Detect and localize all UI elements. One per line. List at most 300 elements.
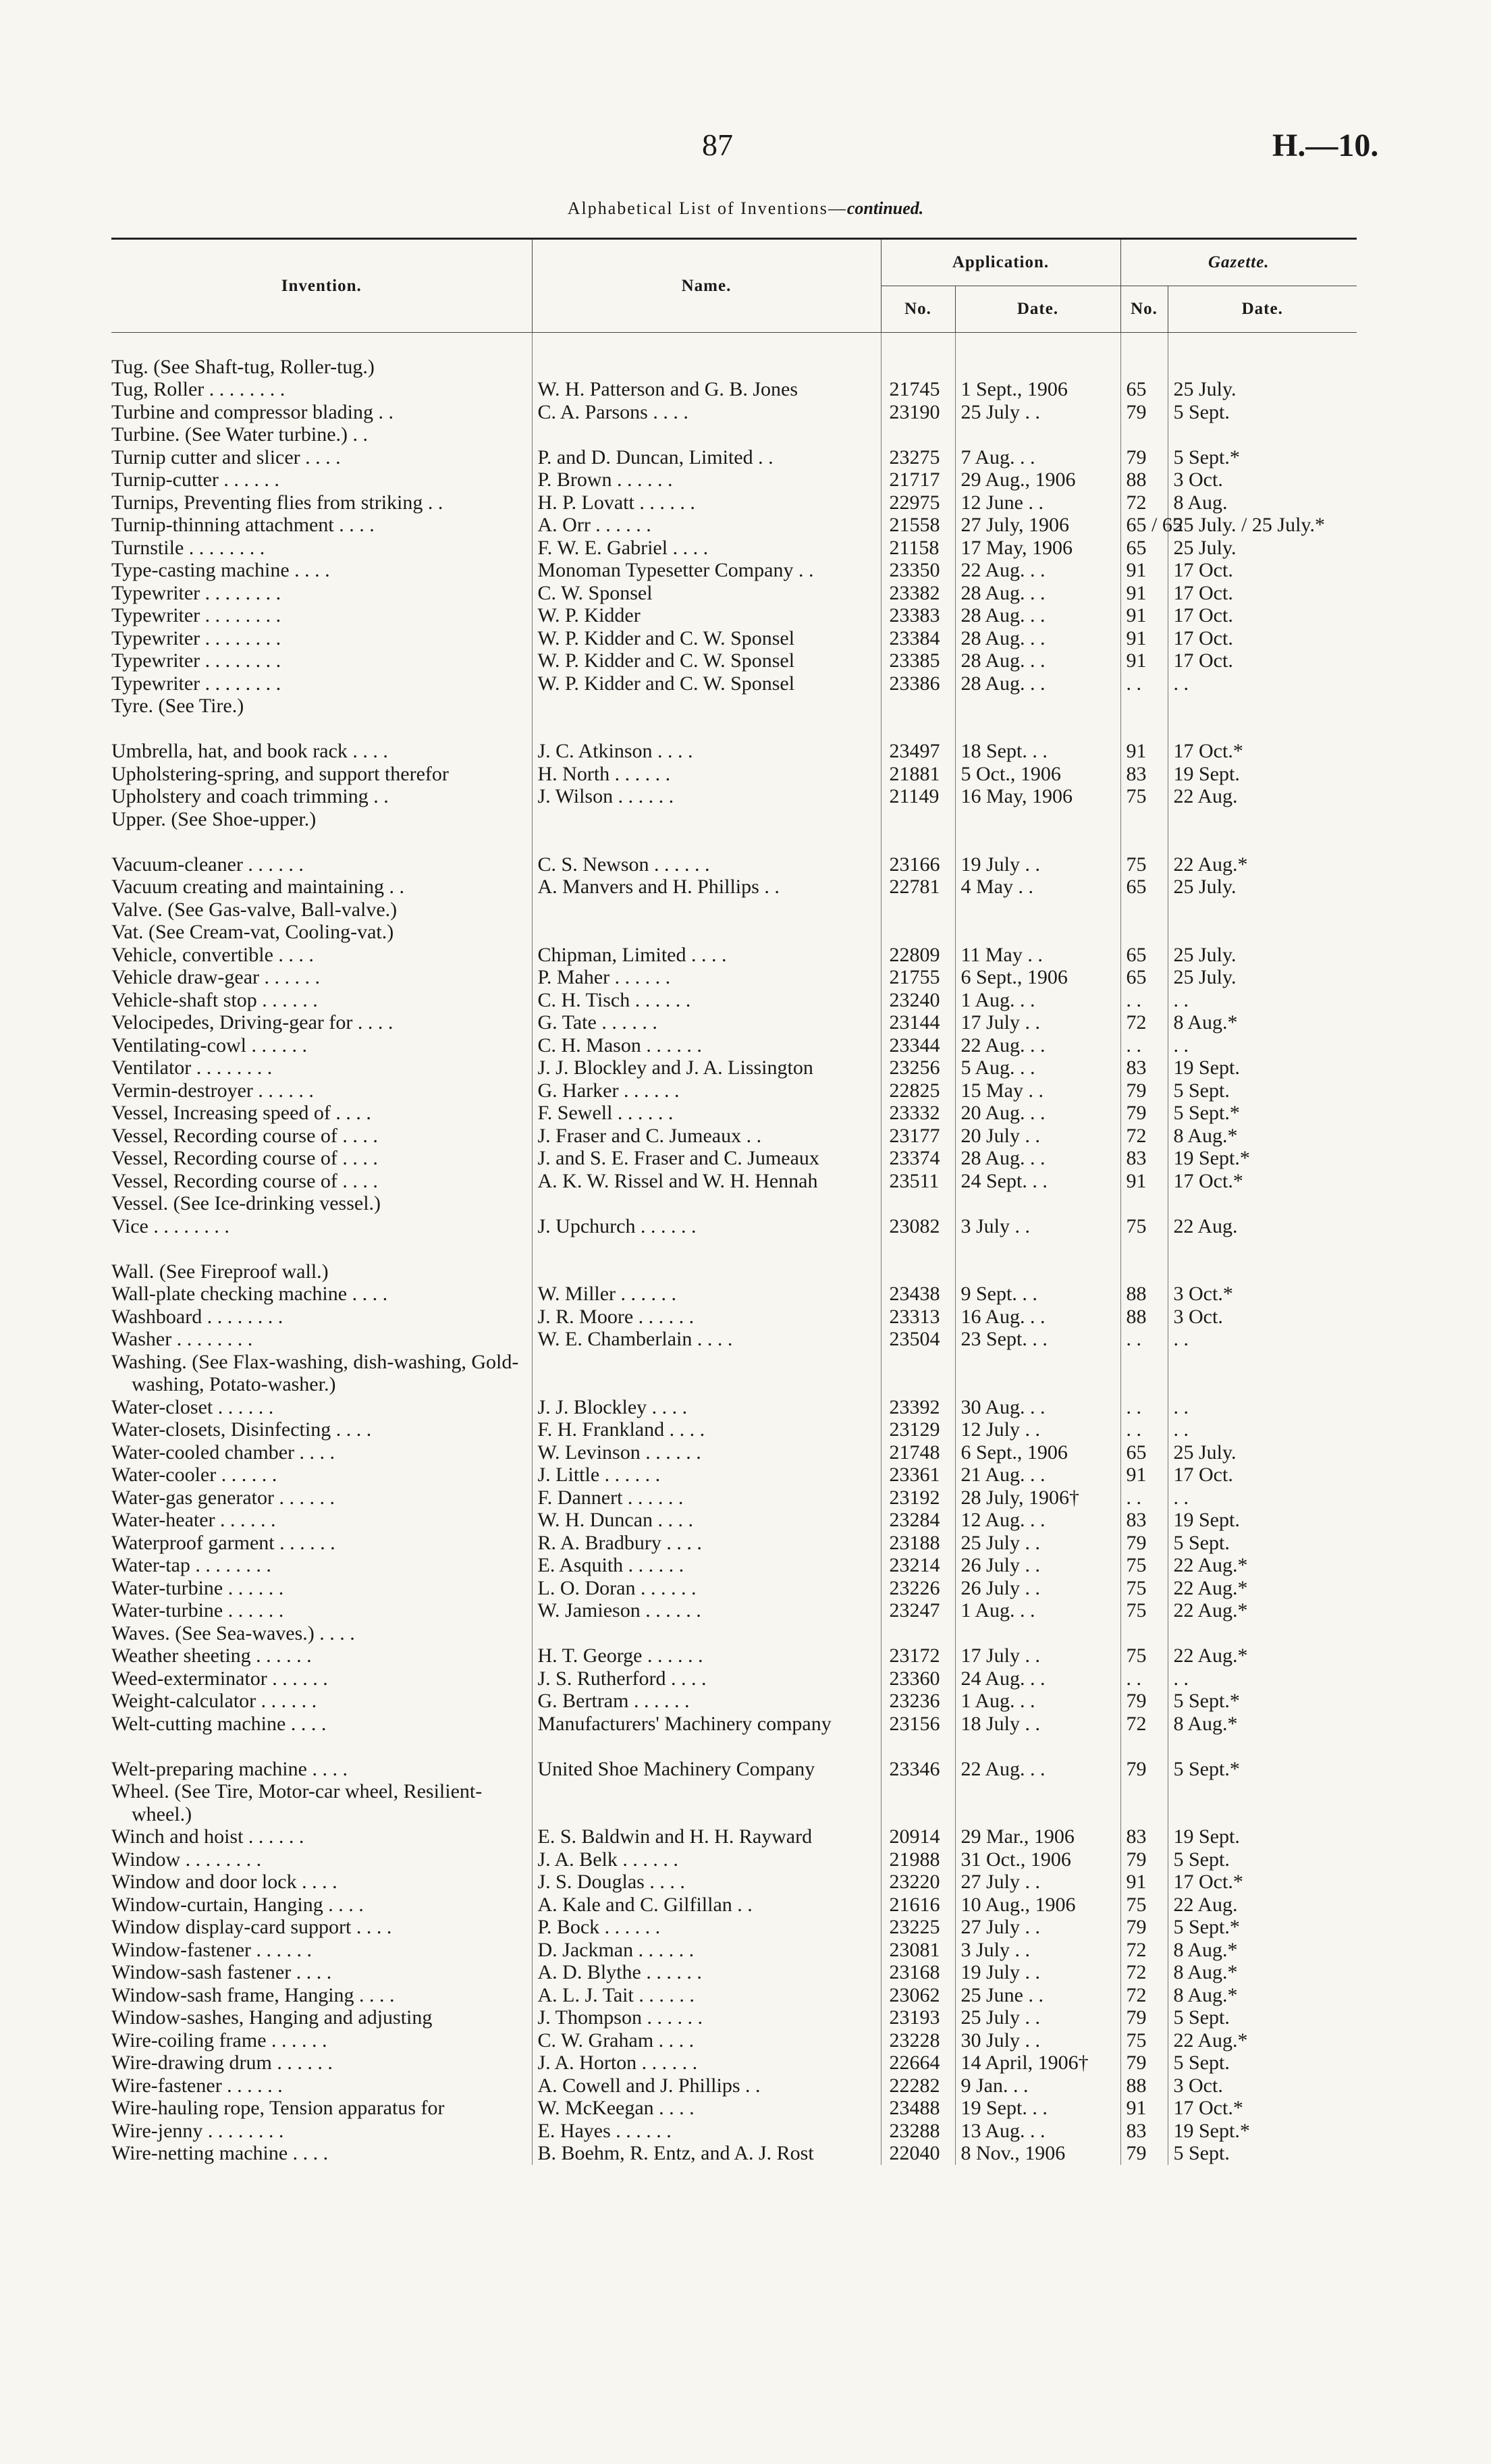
gazette-no-cell: 79 (1120, 1848, 1168, 1871)
table-row (111, 1667, 1357, 1690)
application-date-cell: 23 Sept. . . (955, 1328, 1120, 1351)
invention-cell: Vehicle, convertible . . . . (111, 943, 314, 966)
gazette-date-cell: 17 Oct.* (1168, 740, 1357, 763)
table-row (111, 1396, 1357, 1419)
gazette-date-cell (1168, 356, 1357, 379)
invention-cell: Water-heater . . . . . . (111, 1509, 276, 1531)
table-row (111, 1577, 1357, 1600)
application-no-cell: 23504 (881, 1328, 955, 1351)
application-date-cell: 12 June . . (955, 491, 1120, 514)
header-application-no: No. (881, 286, 955, 333)
name-cell: R. A. Bradbury . . . . (532, 1532, 881, 1555)
application-no-cell: 23332 (881, 1102, 955, 1125)
header-application: Application. (881, 239, 1120, 286)
spacer-row (111, 1735, 1357, 1758)
gazette-no-cell: 65 (1120, 876, 1168, 899)
gazette-no-cell (1120, 1622, 1168, 1645)
list-title-text: Alphabetical List of Inventions— (567, 198, 847, 218)
gazette-no-cell: 65 (1120, 537, 1168, 560)
gazette-date-cell: 17 Oct. (1168, 582, 1357, 605)
application-date-cell (955, 1351, 1120, 1396)
application-date-cell: 15 May . . (955, 1079, 1120, 1102)
gazette-date-cell: 19 Sept. (1168, 763, 1357, 786)
application-no-cell (881, 1192, 955, 1215)
gazette-date-cell: 5 Sept.* (1168, 446, 1357, 469)
gazette-date-cell: 17 Oct.* (1168, 1170, 1357, 1193)
gazette-date-cell: 5 Sept. (1168, 2052, 1357, 2074)
application-no-cell (881, 921, 955, 944)
table-row (111, 1034, 1357, 1057)
gazette-date-cell: 5 Sept. (1168, 1532, 1357, 1555)
invention-cell: Vehicle-shaft stop . . . . . . (111, 988, 318, 1011)
invention-cell: Water-turbine . . . . . . (111, 1576, 284, 1599)
application-no-cell: 23488 (881, 2097, 955, 2120)
invention-cell (111, 1351, 532, 1396)
gazette-date-cell: 5 Sept. (1168, 2142, 1357, 2165)
invention-cell: Wire-fastener . . . . . . (111, 2074, 283, 2097)
application-no-cell: 23081 (881, 1939, 955, 1962)
invention-cell: Wall. (See Fireproof wall.) (111, 1260, 329, 1283)
application-no-cell: 21158 (881, 537, 955, 560)
gazette-no-cell: 72 (1120, 1939, 1168, 1962)
gazette-no-cell: 65 (1120, 378, 1168, 401)
invention-cell: Water-turbine . . . . . . (111, 1599, 284, 1622)
gazette-no-cell: 79 (1120, 2142, 1168, 2165)
gazette-no-cell: 75 (1120, 1599, 1168, 1622)
spacer-cell (532, 1237, 881, 1260)
gazette-no-cell: 79 (1120, 2052, 1168, 2074)
header-gazette-date: Date. (1168, 286, 1357, 333)
application-date-cell: 30 Aug. . . (955, 1396, 1120, 1419)
gazette-date-cell: 19 Sept.* (1168, 2120, 1357, 2143)
name-cell: C. H. Tisch . . . . . . (532, 989, 881, 1012)
table-row (111, 2120, 1357, 2143)
application-date-cell: 1 Aug. . . (955, 989, 1120, 1012)
name-cell (532, 899, 881, 921)
name-cell: P. Brown . . . . . . (532, 468, 881, 491)
name-cell: W. H. Duncan . . . . (532, 1509, 881, 1532)
application-date-cell: 25 July . . (955, 401, 1120, 424)
gazette-no-cell: 75 (1120, 2029, 1168, 2052)
invention-cell: Vice . . . . . . . . (111, 1214, 229, 1237)
name-cell: J. Upchurch . . . . . . (532, 1215, 881, 1238)
name-cell: W. H. Patterson and G. B. Jones (532, 378, 881, 401)
gazette-date-cell: 22 Aug. (1168, 785, 1357, 808)
application-date-cell: 19 July . . (955, 1961, 1120, 1984)
gazette-no-cell: 79 (1120, 1758, 1168, 1781)
application-no-cell: 23225 (881, 1916, 955, 1939)
application-date-cell: 6 Sept., 1906 (955, 1441, 1120, 1464)
name-cell: F. Dannert . . . . . . (532, 1487, 881, 1509)
spacer-cell (955, 1237, 1120, 1260)
gazette-no-cell: 83 (1120, 1825, 1168, 1848)
application-date-cell: 13 Aug. . . (955, 2120, 1120, 2143)
invention-cell: Water-closet . . . . . . (111, 1395, 274, 1418)
name-cell: J. Little . . . . . . (532, 1464, 881, 1487)
gazette-no-cell: 79 (1120, 1102, 1168, 1125)
application-date-cell: 28 Aug. . . (955, 649, 1120, 672)
application-no-cell: 22781 (881, 876, 955, 899)
gazette-no-cell: 75 (1120, 1644, 1168, 1667)
invention-cell: Welt-cutting machine . . . . (111, 1712, 327, 1735)
name-cell (532, 808, 881, 831)
list-title (0, 198, 1491, 219)
gazette-no-cell: 83 (1120, 763, 1168, 786)
name-cell: H. P. Lovatt . . . . . . (532, 491, 881, 514)
invention-cell: Water-closets, Disinfecting . . . . (111, 1418, 372, 1441)
table-row (111, 1848, 1357, 1871)
name-cell: P. and D. Duncan, Limited . . (532, 446, 881, 469)
spacer-cell (1168, 718, 1357, 741)
application-no-cell: 21881 (881, 763, 955, 786)
spacer-cell (111, 830, 532, 853)
gazette-no-cell (1120, 921, 1168, 944)
name-cell: A. K. W. Rissel and W. H. Hennah (532, 1170, 881, 1193)
invention-cell: Turnip-cutter . . . . . . (111, 468, 279, 491)
header-gazette-no: No. (1120, 286, 1168, 333)
application-date-cell: 18 July . . (955, 1713, 1120, 1736)
name-cell: E. Asquith . . . . . . (532, 1554, 881, 1577)
gazette-date-cell (1168, 1192, 1357, 1215)
invention-cell: Vacuum-cleaner . . . . . . (111, 853, 304, 876)
table-row (111, 1011, 1357, 1034)
application-date-cell: 31 Oct., 1906 (955, 1848, 1120, 1871)
application-date-cell: 1 Aug. . . (955, 1599, 1120, 1622)
table-row (111, 1215, 1357, 1238)
application-date-cell: 5 Oct., 1906 (955, 763, 1120, 786)
gazette-date-cell: 3 Oct.* (1168, 1283, 1357, 1306)
table-row (111, 1532, 1357, 1555)
invention-cell: Window-fastener . . . . . . (111, 1938, 313, 1961)
table-row (111, 514, 1357, 537)
invention-cell: Window-sash frame, Hanging . . . . (111, 1983, 395, 2006)
application-date-cell: 16 Aug. . . (955, 1306, 1120, 1329)
name-cell: A. Manvers and H. Phillips . . (532, 876, 881, 899)
application-no-cell: 23144 (881, 1011, 955, 1034)
gazette-date-cell (1168, 921, 1357, 944)
gazette-no-cell (1120, 423, 1168, 446)
invention-cell: Water-gas generator . . . . . . (111, 1486, 335, 1509)
application-date-cell: 22 Aug. . . (955, 559, 1120, 582)
gazette-no-cell: 79 (1120, 446, 1168, 469)
application-date-cell (955, 423, 1120, 446)
gazette-date-cell: 17 Oct. (1168, 627, 1357, 650)
name-cell (532, 1622, 881, 1645)
gazette-no-cell: 79 (1120, 1690, 1168, 1713)
name-cell: W. P. Kidder (532, 604, 881, 627)
application-no-cell: 23192 (881, 1487, 955, 1509)
application-date-cell: 9 Sept. . . (955, 1283, 1120, 1306)
table-row (111, 1418, 1357, 1441)
table-row (111, 1554, 1357, 1577)
invention-cell: Weed-exterminator . . . . . . (111, 1667, 328, 1690)
application-date-cell: 27 July, 1906 (955, 514, 1120, 537)
gazette-no-cell: 83 (1120, 1147, 1168, 1170)
application-date-cell: 29 Aug., 1906 (955, 468, 1120, 491)
name-cell: United Shoe Machinery Company (532, 1758, 881, 1781)
name-cell: Chipman, Limited . . . . (532, 944, 881, 967)
table-row (111, 785, 1357, 808)
invention-cell: Type-casting machine . . . . (111, 559, 330, 581)
table-row (111, 1283, 1357, 1306)
application-date-cell: 28 Aug. . . (955, 627, 1120, 650)
name-cell: J. C. Atkinson . . . . (532, 740, 881, 763)
invention-cell: Wall-plate checking machine . . . . (111, 1283, 388, 1305)
table-row (111, 2006, 1357, 2029)
application-no-cell: 20914 (881, 1825, 955, 1848)
name-cell (532, 356, 881, 379)
invention-cell: Wire-hauling rope, Tension apparatus for (111, 2097, 445, 2119)
gazette-no-cell: . . (1120, 1667, 1168, 1690)
name-cell: J. R. Moore . . . . . . (532, 1306, 881, 1329)
invention-cell: Vessel. (See Ice-drinking vessel.) (111, 1192, 381, 1214)
header-gazette: Gazette. (1120, 239, 1357, 286)
application-no-cell: 23228 (881, 2029, 955, 2052)
header-invention: Invention. (111, 239, 532, 333)
gazette-date-cell: 22 Aug.* (1168, 1554, 1357, 1577)
spacer-cell (532, 1735, 881, 1758)
application-no-cell: 23384 (881, 627, 955, 650)
gazette-date-cell: 17 Oct. (1168, 559, 1357, 582)
application-date-cell: 6 Sept., 1906 (955, 966, 1120, 989)
application-date-cell: 21 Aug. . . (955, 1464, 1120, 1487)
table-row (111, 1056, 1357, 1079)
application-no-cell: 21988 (881, 1848, 955, 1871)
application-date-cell: 1 Sept., 1906 (955, 378, 1120, 401)
application-no-cell: 23374 (881, 1147, 955, 1170)
gazette-date-cell (1168, 899, 1357, 921)
gazette-date-cell: 5 Sept.* (1168, 1758, 1357, 1781)
application-date-cell (955, 808, 1120, 831)
gazette-no-cell: 91 (1120, 582, 1168, 605)
application-no-cell: 23361 (881, 1464, 955, 1487)
gazette-no-cell: 83 (1120, 1056, 1168, 1079)
table-row (111, 604, 1357, 627)
table-row (111, 1939, 1357, 1962)
gazette-date-cell: . . (1168, 1034, 1357, 1057)
name-cell: J. J. Blockley . . . . (532, 1396, 881, 1419)
name-cell (532, 1260, 881, 1283)
application-no-cell: 23346 (881, 1758, 955, 1781)
table-row (111, 763, 1357, 786)
gazette-no-cell: 72 (1120, 491, 1168, 514)
spacer-cell (1120, 1237, 1168, 1260)
application-date-cell: 4 May . . (955, 876, 1120, 899)
table-row (111, 582, 1357, 605)
gazette-date-cell: 8 Aug.* (1168, 1939, 1357, 1962)
gazette-date-cell: 25 July. (1168, 537, 1357, 560)
application-date-cell: 27 July . . (955, 1871, 1120, 1894)
invention-cell: Vessel, Recording course of . . . . (111, 1147, 378, 1169)
spacer-row (111, 333, 1357, 356)
name-cell: H. North . . . . . . (532, 763, 881, 786)
table-row (111, 1509, 1357, 1532)
application-date-cell: 19 July . . (955, 853, 1120, 876)
application-date-cell: 17 July . . (955, 1644, 1120, 1667)
spacer-cell (1168, 830, 1357, 853)
application-date-cell: 29 Mar., 1906 (955, 1825, 1120, 1848)
application-no-cell: 23220 (881, 1871, 955, 1894)
invention-cell: Window display-card support . . . . (111, 1916, 392, 1938)
gazette-no-cell: . . (1120, 1418, 1168, 1441)
table-row (111, 740, 1357, 763)
table-row (111, 899, 1357, 921)
application-no-cell: 21149 (881, 785, 955, 808)
name-cell: J. A. Belk . . . . . . (532, 1848, 881, 1871)
invention-cell: Turbine. (See Water turbine.) . . (111, 423, 369, 446)
application-date-cell: 9 Jan. . . (955, 2074, 1120, 2097)
gazette-no-cell: 83 (1120, 2120, 1168, 2143)
application-date-cell: 22 Aug. . . (955, 1034, 1120, 1057)
application-no-cell (881, 695, 955, 718)
table-row (111, 1961, 1357, 1984)
invention-text: Washing. (See Flax-washing, dish-washing, Gold-washing, Potato-washer.) (111, 1350, 519, 1395)
application-date-cell: 24 Aug. . . (955, 1667, 1120, 1690)
gazette-date-cell: 19 Sept. (1168, 1056, 1357, 1079)
table-row (111, 1079, 1357, 1102)
gazette-date-cell (1168, 1780, 1357, 1825)
spacer-cell (111, 1735, 532, 1758)
application-date-cell: 12 July . . (955, 1418, 1120, 1441)
application-no-cell: 23190 (881, 401, 955, 424)
gazette-no-cell: 79 (1120, 1916, 1168, 1939)
name-cell: J. A. Horton . . . . . . (532, 2052, 881, 2074)
application-date-cell: 8 Nov., 1906 (955, 2142, 1120, 2165)
spacer-row (111, 830, 1357, 853)
name-cell: F. W. E. Gabriel . . . . (532, 537, 881, 560)
spacer-cell (1120, 1735, 1168, 1758)
application-date-cell (955, 695, 1120, 718)
application-no-cell: 22809 (881, 944, 955, 967)
spacer-cell (1168, 1237, 1357, 1260)
application-no-cell: 23360 (881, 1667, 955, 1690)
invention-text: Wheel. (See Tire, Motor-car wheel, Resilient-wheel.) (111, 1780, 483, 1825)
name-cell: P. Bock . . . . . . (532, 1916, 881, 1939)
invention-cell: Window-sashes, Hanging and adjusting (111, 2006, 433, 2029)
application-no-cell: 23256 (881, 1056, 955, 1079)
gazette-no-cell: 91 (1120, 2097, 1168, 2120)
gazette-date-cell: 25 July. (1168, 378, 1357, 401)
spacer-cell (881, 1735, 955, 1758)
application-no-cell: 23193 (881, 2006, 955, 2029)
gazette-date-cell: 3 Oct. (1168, 2074, 1357, 2097)
gazette-date-cell: 3 Oct. (1168, 468, 1357, 491)
name-cell: E. S. Baldwin and H. H. Rayward (532, 1825, 881, 1848)
invention-cell: Water-cooler . . . . . . (111, 1464, 277, 1486)
application-no-cell: 23236 (881, 1690, 955, 1713)
gazette-no-cell: 91 (1120, 1871, 1168, 1894)
gazette-date-cell: 17 Oct.* (1168, 1871, 1357, 1894)
gazette-date-cell: 22 Aug.* (1168, 1577, 1357, 1600)
gazette-no-cell: 72 (1120, 1011, 1168, 1034)
application-no-cell: 23386 (881, 672, 955, 695)
table-row (111, 1441, 1357, 1464)
gazette-date-cell: 17 Oct. (1168, 649, 1357, 672)
invention-cell: Upper. (See Shoe-upper.) (111, 807, 317, 830)
name-cell: E. Hayes . . . . . . (532, 2120, 881, 2143)
application-no-cell: 23240 (881, 989, 955, 1012)
application-no-cell: 21748 (881, 1441, 955, 1464)
spacer-cell (532, 333, 881, 356)
application-date-cell (955, 1192, 1120, 1215)
table-row (111, 2097, 1357, 2120)
application-date-cell: 28 Aug. . . (955, 1147, 1120, 1170)
spacer-cell (955, 718, 1120, 741)
gazette-no-cell: 65 (1120, 966, 1168, 989)
application-no-cell: 22664 (881, 2052, 955, 2074)
invention-cell: Window . . . . . . . . (111, 1848, 262, 1871)
name-cell: C. W. Graham . . . . (532, 2029, 881, 2052)
gazette-no-cell: 83 (1120, 1509, 1168, 1532)
application-no-cell: 23288 (881, 2120, 955, 2143)
table-row (111, 1306, 1357, 1329)
table-row (111, 1780, 1357, 1825)
table-row (111, 966, 1357, 989)
gazette-no-cell: 91 (1120, 740, 1168, 763)
spacer-cell (1168, 1735, 1357, 1758)
gazette-date-cell: 22 Aug.* (1168, 2029, 1357, 2052)
gazette-date-cell: 5 Sept. (1168, 2006, 1357, 2029)
table-row (111, 401, 1357, 424)
gazette-no-cell (1120, 695, 1168, 718)
gazette-date-cell: 8 Aug.* (1168, 1984, 1357, 2007)
table-row (111, 537, 1357, 560)
table-row (111, 944, 1357, 967)
application-no-cell: 23129 (881, 1418, 955, 1441)
invention-cell: Turbine and compressor blading . . (111, 400, 394, 423)
gazette-no-cell: . . (1120, 989, 1168, 1012)
application-date-cell: 26 July . . (955, 1554, 1120, 1577)
name-cell: W. McKeegan . . . . (532, 2097, 881, 2120)
invention-cell: Welt-preparing machine . . . . (111, 1757, 348, 1780)
table-row (111, 627, 1357, 650)
gazette-date-cell: 22 Aug. (1168, 1215, 1357, 1238)
name-cell: C. H. Mason . . . . . . (532, 1034, 881, 1057)
application-date-cell: 28 Aug. . . (955, 672, 1120, 695)
application-no-cell: 23313 (881, 1306, 955, 1329)
invention-cell: Wire-jenny . . . . . . . . (111, 2119, 284, 2142)
application-no-cell (881, 899, 955, 921)
application-no-cell: 21558 (881, 514, 955, 537)
header-application-date: Date. (955, 286, 1120, 333)
application-date-cell (955, 1622, 1120, 1645)
application-no-cell: 23275 (881, 446, 955, 469)
application-no-cell: 23226 (881, 1577, 955, 1600)
table-row (111, 1351, 1357, 1396)
application-date-cell: 12 Aug. . . (955, 1509, 1120, 1532)
application-no-cell: 23497 (881, 740, 955, 763)
table-row (111, 876, 1357, 899)
name-cell: W. P. Kidder and C. W. Sponsel (532, 672, 881, 695)
gazette-no-cell (1120, 899, 1168, 921)
name-cell: L. O. Doran . . . . . . (532, 1577, 881, 1600)
application-date-cell: 28 Aug. . . (955, 582, 1120, 605)
gazette-date-cell: 17 Oct. (1168, 1464, 1357, 1487)
invention-cell: Waterproof garment . . . . . . (111, 1531, 335, 1554)
application-date-cell: 10 Aug., 1906 (955, 1894, 1120, 1917)
application-date-cell: 25 June . . (955, 1984, 1120, 2007)
table-row (111, 1170, 1357, 1193)
gazette-no-cell (1120, 356, 1168, 379)
name-cell: J. Wilson . . . . . . (532, 785, 881, 808)
application-date-cell: 24 Sept. . . (955, 1170, 1120, 1193)
table-row (111, 649, 1357, 672)
name-cell: W. Miller . . . . . . (532, 1283, 881, 1306)
table-row (111, 2142, 1357, 2165)
name-cell: G. Tate . . . . . . (532, 1011, 881, 1034)
table-row (111, 559, 1357, 582)
gazette-date-cell: . . (1168, 1667, 1357, 1690)
